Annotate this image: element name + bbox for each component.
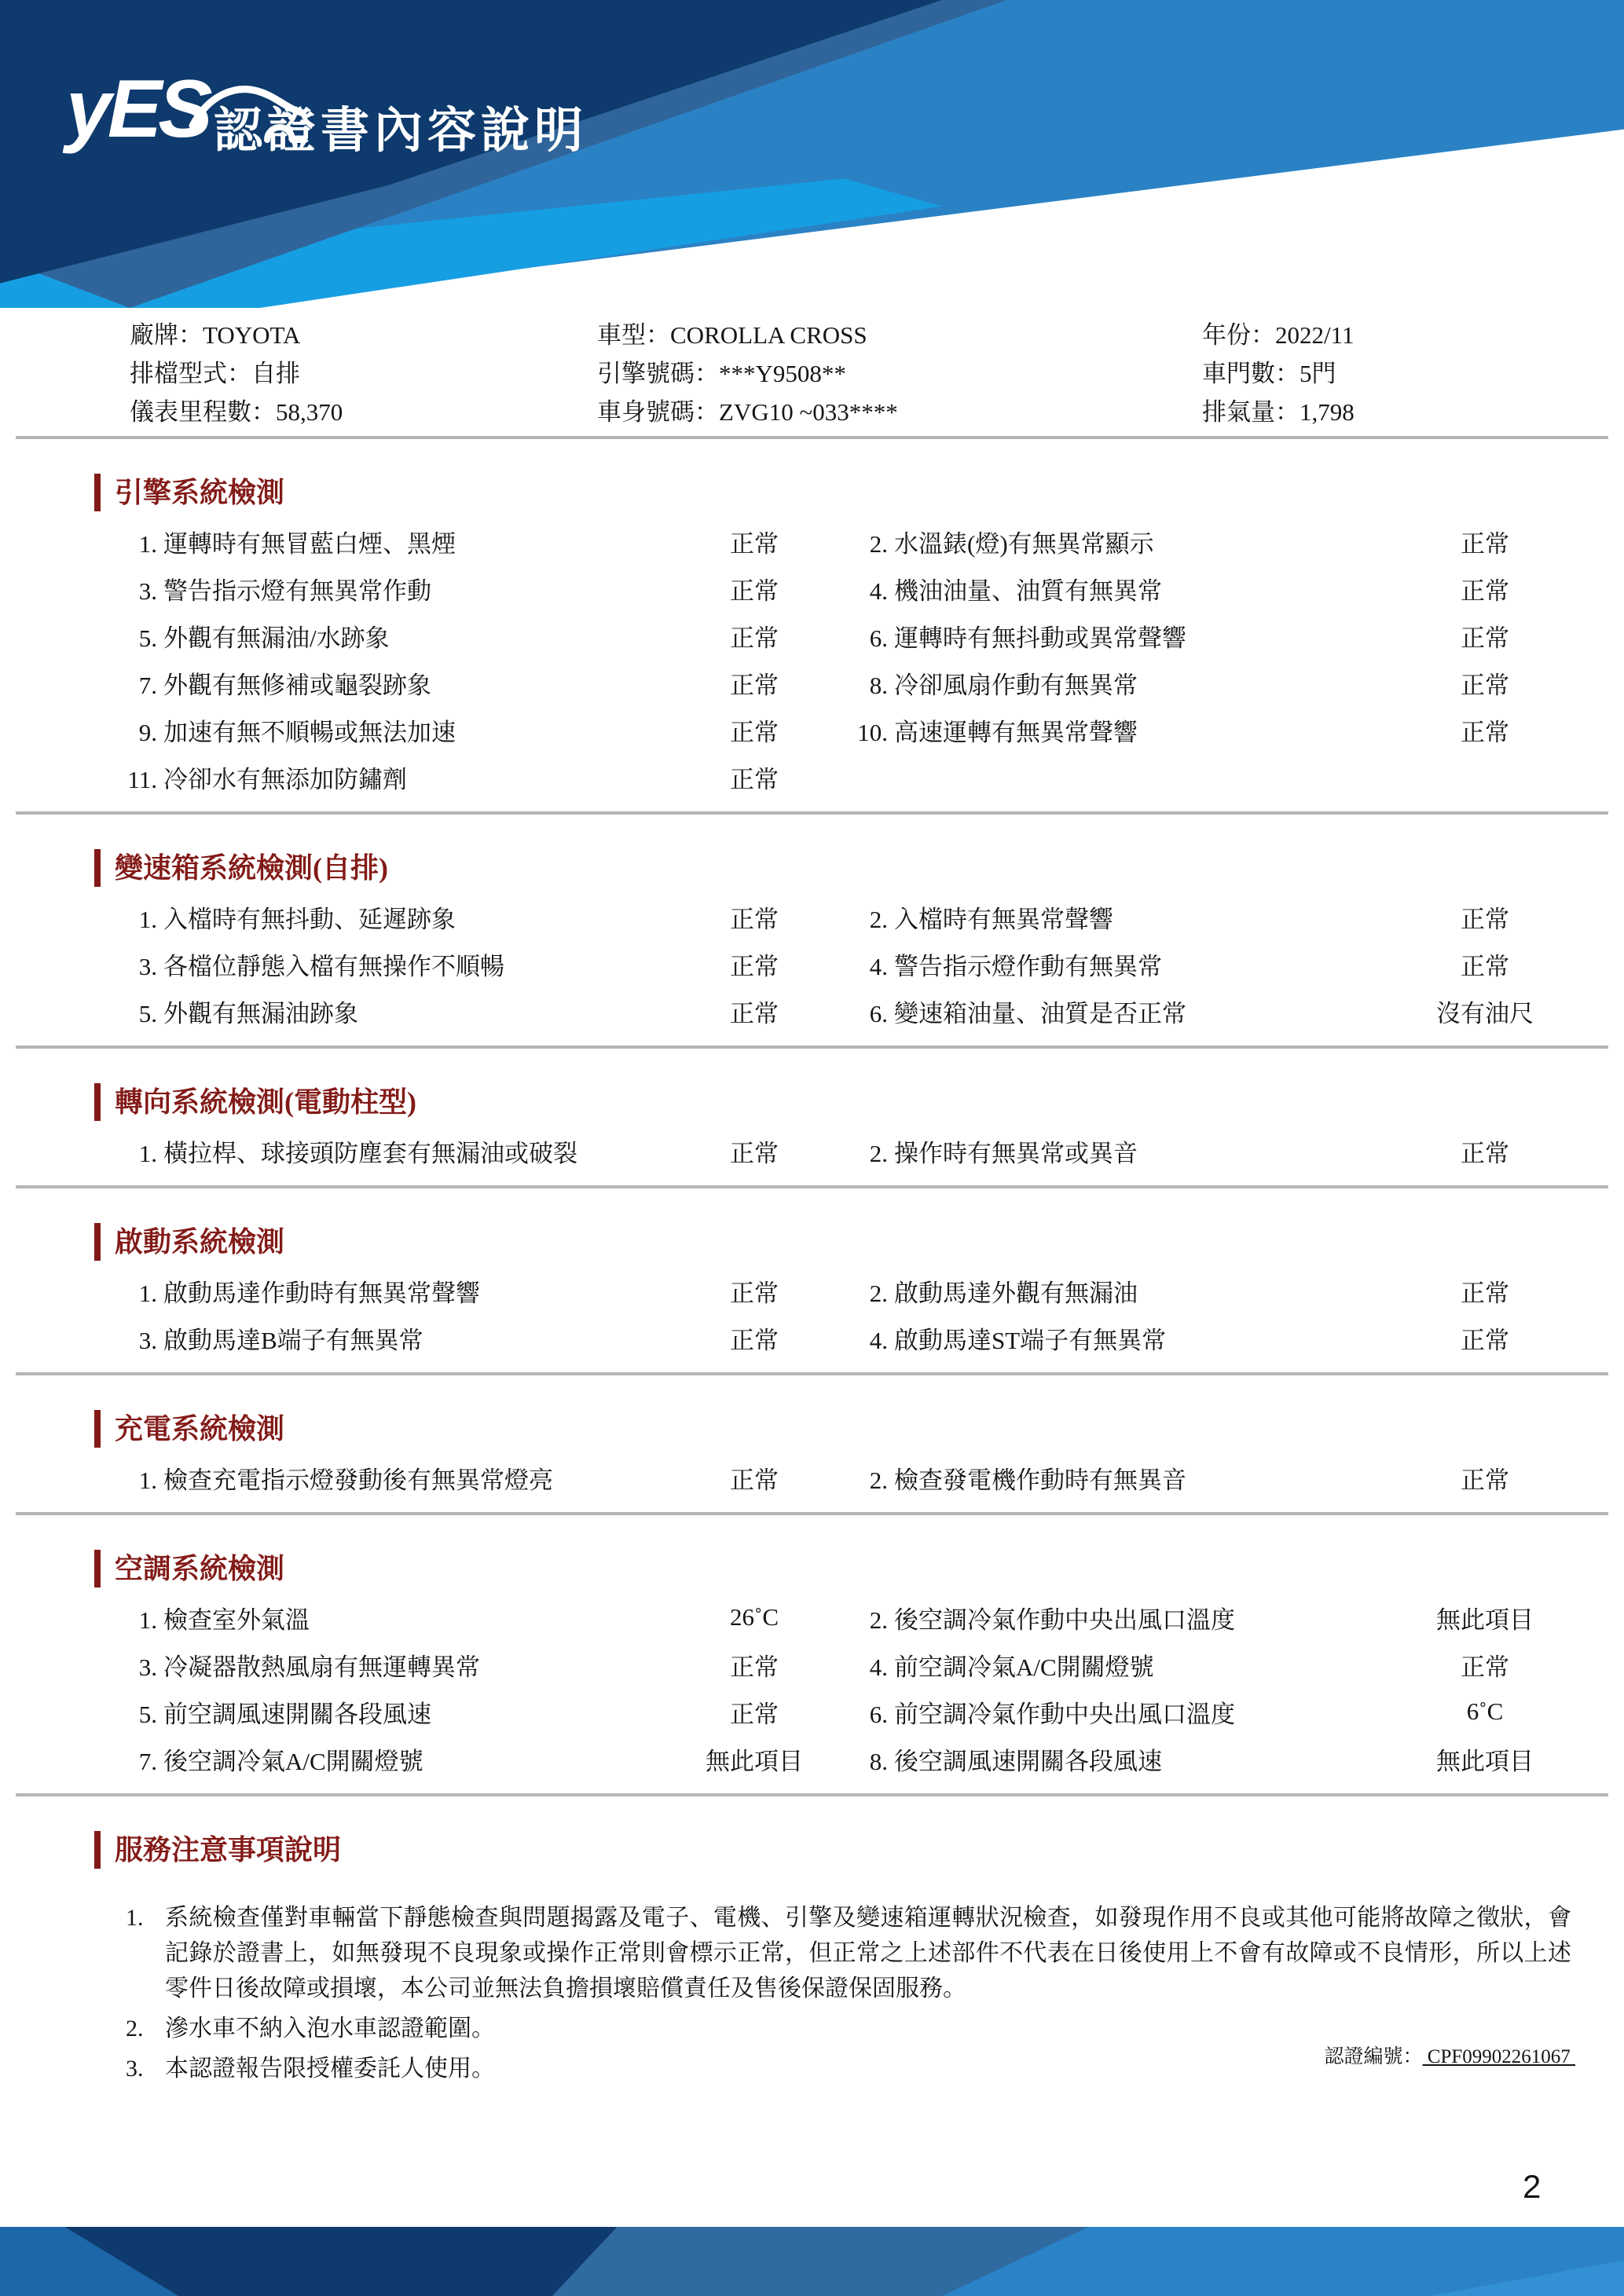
section-items: [110, 1594, 1571, 1782]
inspection-item: 10. 高速運轉有無異常聲響: [857, 718, 1138, 746]
vehicle-info: [130, 316, 1575, 431]
inspection-item: 7. 後空調冷氣A/C開關燈號: [138, 1747, 423, 1775]
inspection-value: 正常: [730, 529, 779, 558]
note-item: 3. 本認證報告限授權委託人使用。: [126, 2056, 495, 2082]
section-title: 啟動系統檢測: [94, 1223, 1624, 1261]
inspection-item: 1. 橫拉桿、球接頭防塵套有無漏油或破裂: [138, 1139, 577, 1167]
inspection-value: 正常: [1461, 624, 1509, 652]
certificate-number-label: 認證編號：: [1324, 2046, 1423, 2067]
certificate-number-value: CPF09902261067: [1422, 2046, 1575, 2067]
inspection-item: 2. 入檔時有無異常聲響: [869, 905, 1113, 933]
vehicle-field: 排氣量：1,798: [1202, 398, 1355, 426]
section-divider: [16, 1045, 1608, 1049]
inspection-value: 正常: [1461, 671, 1509, 699]
item-row: [110, 1641, 1571, 1688]
inspection-item: 2. 水溫錶(燈)有無異常顯示: [869, 529, 1154, 558]
item-row: [110, 893, 1571, 940]
section-title: 空調系統檢測: [94, 1550, 1624, 1587]
inspection-item: 8. 冷卻風扇作動有無異常: [869, 671, 1138, 699]
section-divider: [16, 811, 1608, 815]
vehicle-field: 車型：COROLLA CROSS: [597, 321, 867, 349]
inspection-value: 正常: [730, 1279, 779, 1307]
inspection-value: 正常: [730, 1139, 779, 1167]
section-items: [110, 1127, 1571, 1174]
note-item: 1. 系統檢查僅對車輛當下靜態檢查與問題揭露及電子、電機、引擎及變速箱運轉狀況檢查，如發現作用不良或其他可能將故障之徵狀，會記錄於證書上，如無發現不良現象或操作正常則會標示正常，但正常之上述部件不代表在日後使用上不會有故障或不良情形，所以上述零件日後故障或損壞，本公司並無法負擔損壞賠償責任及售後保證保固服務。: [126, 1905, 1571, 2001]
inspection-value: 正常: [730, 1653, 779, 1681]
section-items: [110, 1454, 1571, 1501]
vehicle-field: 車身號碼：ZVG10 ~033****: [597, 398, 898, 426]
inspection-item: 6. 運轉時有無抖動或異常聲響: [869, 624, 1186, 652]
item-row: [110, 565, 1571, 612]
item-row: [110, 612, 1571, 659]
inspection-value: 正常: [1461, 577, 1509, 605]
inspection-value: 無此項目: [1436, 1606, 1534, 1634]
section-items: [110, 1267, 1571, 1361]
vehicle-field: 排檔型式：自排: [130, 360, 300, 387]
item-row: [110, 518, 1571, 565]
inspection-value: 6˚C: [1466, 1697, 1504, 1725]
vehicle-field: 引擎號碼：***Y9508**: [597, 360, 846, 387]
inspection-item: 1. 運轉時有無冒藍白煙、黑煙: [138, 529, 456, 558]
section-divider: [16, 1512, 1608, 1515]
inspection-value: 26˚C: [730, 1603, 779, 1631]
item-row: [110, 706, 1571, 753]
inspection-item: 9. 加速有無不順暢或無法加速: [138, 718, 456, 746]
item-row: [110, 1314, 1571, 1361]
inspection-item: 2. 檢查發電機作動時有無異音: [869, 1466, 1186, 1494]
inspection-value: 正常: [1461, 718, 1509, 746]
inspection-value: 正常: [1461, 905, 1509, 933]
inspection-value: 正常: [730, 952, 779, 980]
inspection-item: 6. 前空調冷氣作動中央出風口溫度: [869, 1700, 1235, 1728]
inspection-value: 無此項目: [706, 1747, 803, 1775]
inspection-value: 正常: [730, 999, 779, 1027]
inspection-item: 7. 外觀有無修補或龜裂跡象: [138, 671, 431, 699]
inspection-item: 6. 變速箱油量、油質是否正常: [869, 999, 1186, 1027]
section-title: 變速箱系統檢測(自排): [94, 849, 1624, 887]
inspection-item: 3. 啟動馬達B端子有無異常: [138, 1326, 423, 1354]
inspection-item: 5. 外觀有無漏油跡象: [138, 999, 358, 1027]
vehicle-field: 年份：2022/11: [1202, 321, 1355, 349]
inspection-value: 沒有油尺: [1436, 999, 1534, 1027]
inspection-value: 正常: [730, 1466, 779, 1494]
footer-banner: [0, 2227, 1624, 2296]
inspection-item: 4. 啟動馬達ST端子有無異常: [869, 1326, 1167, 1354]
inspection-item: 2. 啟動馬達外觀有無漏油: [869, 1279, 1138, 1307]
vehicle-field: 儀表里程數：58,370: [130, 398, 343, 426]
sections: [0, 474, 1624, 1796]
inspection-value: 正常: [730, 1700, 779, 1728]
section-items: [110, 893, 1571, 1034]
inspection-value: 正常: [730, 905, 779, 933]
header-banner: [0, 0, 1624, 308]
inspection-value: 正常: [730, 718, 779, 746]
inspection-item: 8. 後空調風速開關各段風速: [869, 1747, 1162, 1775]
inspection-value: 正常: [1461, 952, 1509, 980]
inspection-item: 2. 後空調冷氣作動中央出風口溫度: [869, 1606, 1235, 1634]
inspection-value: 正常: [730, 765, 779, 793]
inspection-value: 正常: [730, 1326, 779, 1354]
inspection-item: 1. 入檔時有無抖動、延遲跡象: [138, 905, 456, 933]
item-row: [110, 940, 1571, 987]
item-row: [110, 659, 1571, 706]
inspection-value: 正常: [1461, 1653, 1509, 1681]
inspection-item: 3. 警告指示燈有無異常作動: [138, 577, 431, 605]
inspection-item: 5. 前空調風速開關各段風速: [138, 1700, 431, 1728]
inspection-value: 正常: [1461, 1139, 1509, 1167]
inspection-item: 3. 冷凝器散熱風扇有無運轉異常: [138, 1653, 480, 1681]
page-title: 認證書內容說明: [214, 104, 588, 158]
inspection-item: 1. 啟動馬達作動時有無異常聲響: [138, 1279, 480, 1307]
vehicle-field: 廠牌：TOYOTA: [130, 321, 301, 349]
inspection-value: 正常: [730, 624, 779, 652]
item-row: [110, 1127, 1571, 1174]
item-row: [110, 1594, 1571, 1641]
inspection-value: 正常: [1461, 1466, 1509, 1494]
item-row: [110, 1454, 1571, 1501]
inspection-item: 1. 檢查室外氣溫: [138, 1606, 310, 1634]
yes-logo-text: yES: [66, 64, 209, 155]
inspection-item: 4. 機油油量、油質有無異常: [869, 577, 1162, 605]
section-title: 轉向系統檢測(電動柱型): [94, 1083, 1624, 1121]
page-number: 2: [1523, 2168, 1542, 2205]
inspection-item: 1. 檢查充電指示燈發動後有無異常燈亮: [138, 1466, 553, 1494]
section-title: 引擎系統檢測: [94, 474, 1624, 511]
certificate-number: [1325, 2041, 1576, 2069]
item-row: [110, 1688, 1571, 1735]
inspection-item: 11. 冷卻水有無添加防鏽劑: [127, 765, 407, 793]
vehicle-field: 車門數：5門: [1202, 360, 1336, 387]
inspection-item: 2. 操作時有無異常或異音: [869, 1139, 1138, 1167]
inspection-value: 無此項目: [1436, 1747, 1534, 1775]
section-items: [110, 518, 1571, 800]
inspection-value: 正常: [730, 577, 779, 605]
inspection-item: 4. 前空調冷氣A/C開關燈號: [869, 1653, 1154, 1681]
item-row: [110, 1267, 1571, 1314]
inspection-value: 正常: [730, 671, 779, 699]
item-row: [110, 753, 1571, 800]
inspection-value: 正常: [1461, 1326, 1509, 1354]
section-divider: [16, 436, 1608, 439]
inspection-item: 5. 外觀有無漏油/水跡象: [138, 624, 390, 652]
note-item: 2. 滲水車不納入泡水車認證範圍。: [126, 2016, 495, 2041]
item-row: [110, 1735, 1571, 1782]
inspection-value: 正常: [1461, 529, 1509, 558]
notes-title: 服務注意事項說明: [94, 1831, 1624, 1869]
section-title: 充電系統檢測: [94, 1410, 1624, 1448]
inspection-item: 4. 警告指示燈作動有無異常: [869, 952, 1162, 980]
section-divider: [16, 1185, 1608, 1188]
section-divider: [16, 1372, 1608, 1375]
item-row: [110, 987, 1571, 1034]
inspection-value: 正常: [1461, 1279, 1509, 1307]
inspection-item: 3. 各檔位靜態入檔有無操作不順暢: [138, 952, 504, 980]
section-divider: [16, 1793, 1608, 1796]
